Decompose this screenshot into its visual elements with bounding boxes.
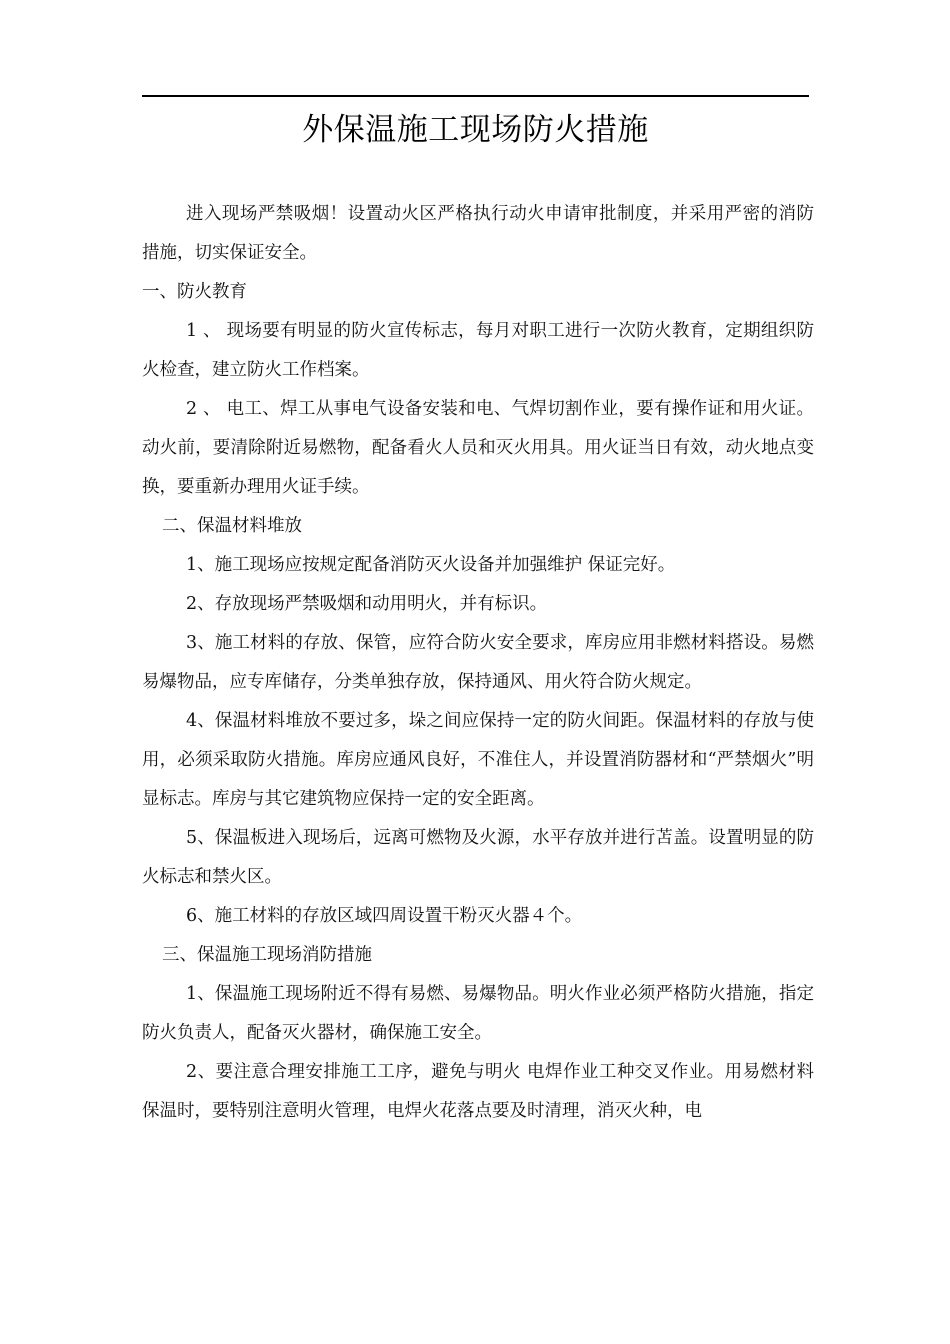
- storage-item-5: 5、保温板进入现场后，远离可燃物及火源，水平存放并进行苫盖。设置明显的防火标志和禁火区。: [142, 828, 814, 887]
- storage-item-6: 6、施工材料的存放区域四周设置干粉灭火器４个。: [186, 906, 583, 926]
- storage-item-2: 2、存放现场严禁吸烟和动用明火，并有标识。: [186, 594, 548, 614]
- site-measure-item-2: 2、要注意合理安排施工工序，避免与明火 电焊作业工种交叉作业。用易燃材料保温时，要特别注意明火管理，电焊火花落点要及时清理，消灭火种，电: [142, 1062, 814, 1121]
- document-title: 外保温施工现场防火措施: [302, 112, 649, 148]
- header-rule: [142, 95, 809, 97]
- section-heading-material-storage: 二、保温材料堆放: [162, 516, 302, 536]
- section-heading-site-fire-measures: 三、保温施工现场消防措施: [162, 945, 372, 965]
- storage-item-4: 4、保温材料堆放不要过多，垛之间应保持一定的防火间距。保温材料的存放与使用，必须采取防火措施。库房应通风良好，不准住人，并设置消防器材和“严禁烟火”明显标志。库房与其它建筑物应保持一定的安全距离。: [142, 711, 814, 809]
- storage-item-3: 3、施工材料的存放、保管，应符合防火安全要求，库房应用非燃材料搭设。易燃易爆物品，应专库储存，分类单独存放，保持通风、用火符合防火规定。: [142, 633, 814, 692]
- education-item-1: 1 、 现场要有明显的防火宣传标志，每月对职工进行一次防火教育，定期组织防火检查，建立防火工作档案。: [142, 321, 814, 380]
- document-body: [142, 195, 814, 1131]
- storage-item-1: 1、施工现场应按规定配备消防灭火设备并加强维护 保证完好。: [186, 555, 676, 575]
- site-measure-item-1: 1、保温施工现场附近不得有易燃、易爆物品。明火作业必须严格防火措施，指定防火负责人，配备灭火器材，确保施工安全。: [142, 984, 814, 1043]
- section-heading-fire-education: 一、防火教育: [142, 282, 247, 302]
- education-item-2: 2 、 电工、焊工从事电气设备安装和电、气焊切割作业，要有操作证和用火证。动火前，要清除附近易燃物，配备看火人员和灭火用具。用火证当日有效，动火地点变换，要重新办理用火证手续。: [142, 399, 814, 497]
- intro-paragraph: 进入现场严禁吸烟！设置动火区严格执行动火申请审批制度，并采用严密的消防措施，切实保证安全。: [142, 204, 814, 263]
